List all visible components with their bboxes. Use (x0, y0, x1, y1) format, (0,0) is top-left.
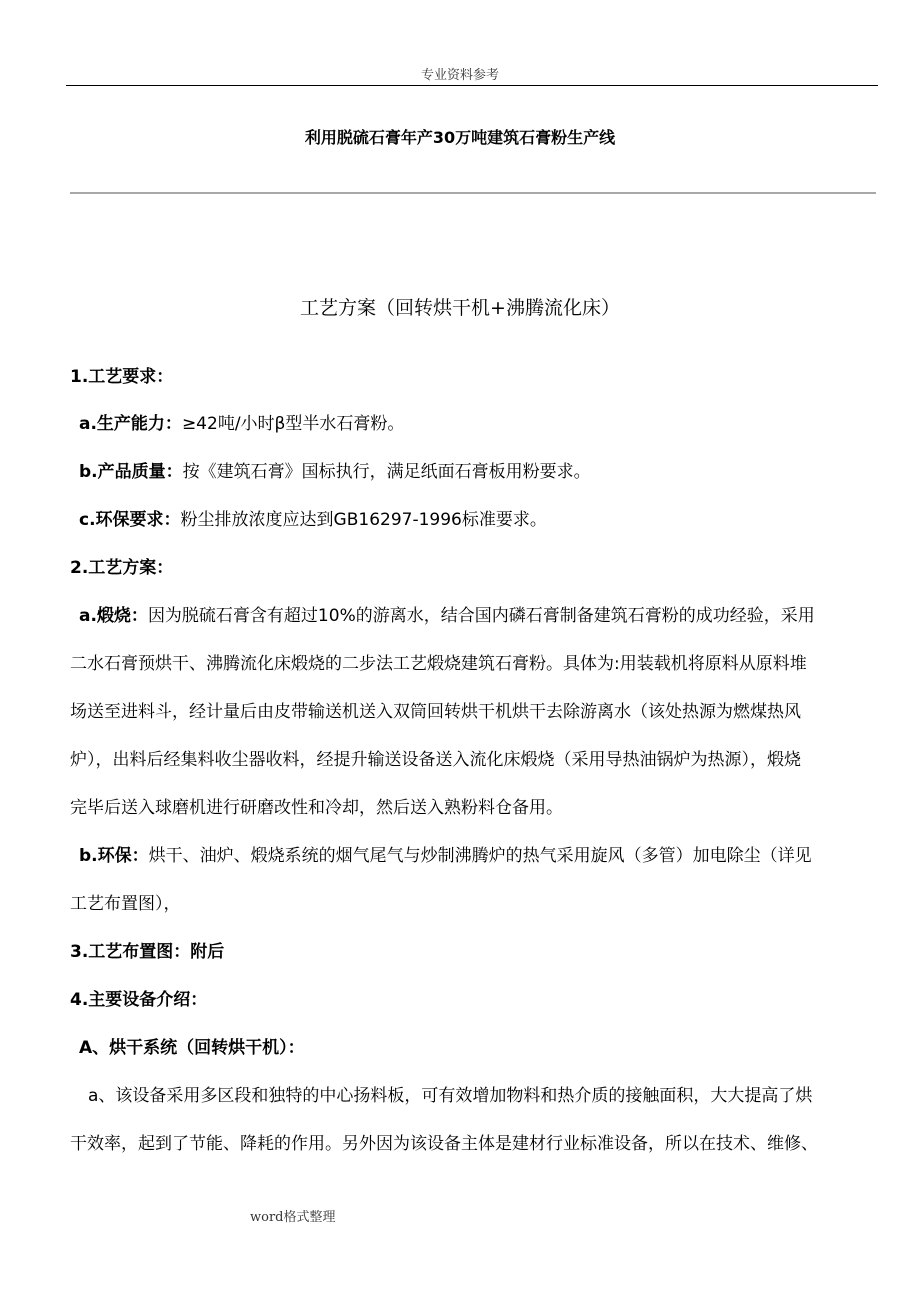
s1-item-b-label: b.产品质量： (79, 462, 183, 482)
section-heading: 工艺方案（回转烘干机+沸腾流化床） (300, 297, 620, 319)
s1-item-a-text: ≥42吨/小时β型半水石膏粉。 (181, 414, 405, 434)
s2-item-a-line4: 炉），出料后经集料收尘器收料，经提升输送设备送入流化床煅烧（采用导热油锅炉为热源），煅烧 (70, 750, 801, 770)
s1-item-a-label: a.生产能力： (79, 414, 182, 434)
header-divider (66, 85, 878, 86)
s2-item-a-text: 因为脱硫石膏含有超过10%的游离水，结合国内磷石膏制备建筑石膏粉的成功经验，采用 (147, 606, 815, 626)
s4-heading: 4.主要设备介绍： (70, 990, 208, 1010)
s4-subheading: A、烘干系统（回转烘干机）： (79, 1038, 305, 1058)
s1-item-a (79, 413, 404, 435)
page-footer-text: word格式整理 (250, 1210, 336, 1225)
s2-item-b-line2: 工艺布置图）， (70, 894, 181, 914)
s2-item-a-line5: 完毕后送入球磨机进行研磨改性和冷却，然后送入熟粉料仓备用。 (70, 798, 563, 818)
s1-item-b-text: 按《建筑石膏》国标执行，满足纸面石膏板用粉要求。 (182, 462, 591, 482)
s3-heading: 3.工艺布置图：附后 (70, 942, 225, 962)
s2-item-a-label: a.煅烧： (79, 606, 148, 626)
s2-item-a-line2: 二水石膏预烘干、沸腾流化床煅烧的二步法工艺煅烧建筑石膏粉。具体为:用装载机将原料从原料堆 (70, 654, 807, 674)
document-title: 利用脱硫石膏年产30万吨建筑石膏粉生产线 (304, 128, 616, 147)
s2-item-b-line1 (79, 845, 812, 867)
page-header-text: 专业资料参考 (420, 68, 499, 83)
s1-item-c-label: c.环保要求： (79, 510, 181, 530)
s1-item-c-text: 粉尘排放浓度应达到GB16297-1996标准要求。 (180, 510, 547, 530)
s4-item-a-line2: 干效率，起到了节能、降耗的作用。另外因为该设备主体是建材行业标准设备，所以在技术、维修、 (70, 1134, 818, 1154)
s2-heading: 2.工艺方案： (70, 558, 174, 578)
s1-item-b (79, 461, 591, 483)
s2-item-a-line3: 场送至进料斗，经计量后由皮带输送机送入双筒回转烘干机烘干去除游离水（该处热源为燃煤热风 (70, 702, 801, 722)
title-divider (70, 192, 876, 194)
s1-item-c (79, 509, 547, 531)
s1-heading: 1.工艺要求： (70, 367, 174, 387)
s2-item-a-line1 (79, 605, 815, 627)
s2-item-b-label: b.环保： (79, 846, 149, 866)
s2-item-b-text: 烘干、油炉、煅烧系统的烟气尾气与炒制沸腾炉的热气采用旋风（多管）加电除尘（详见 (148, 846, 812, 866)
s4-item-a-line1: a、该设备采用多区段和独特的中心扬料板，可有效增加物料和热介质的接触面积，大大提高了烘 (88, 1086, 813, 1106)
